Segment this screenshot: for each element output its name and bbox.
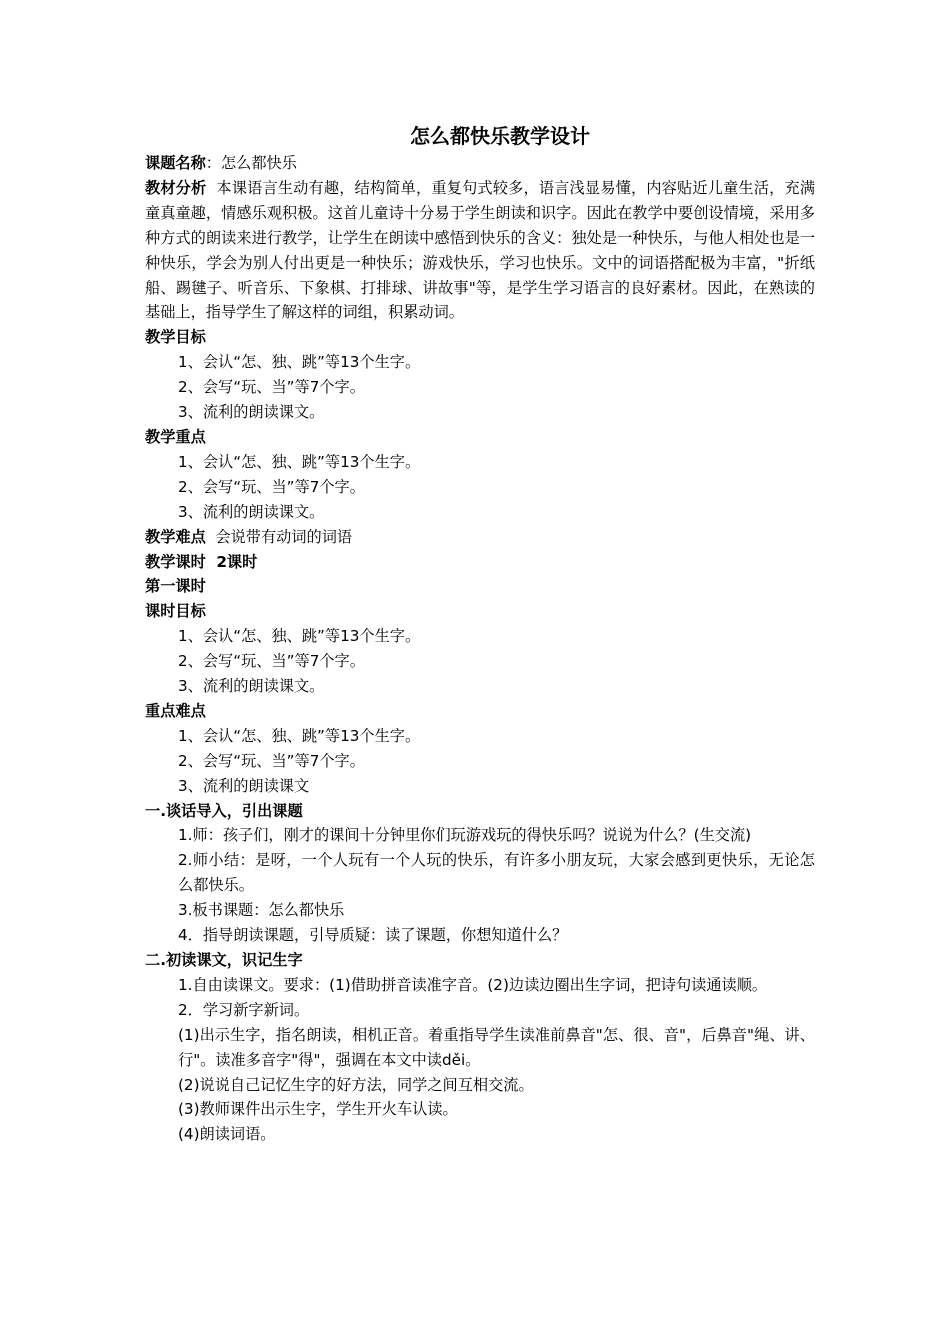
hours-value: 2课时 xyxy=(216,552,258,571)
topic-colon: ： xyxy=(205,154,221,172)
lesson-goals-heading: 课时目标 xyxy=(145,602,206,621)
goal-item: 3、流利的朗读课文。 xyxy=(178,403,325,422)
section-one-item: 2.师小结：是呀，一个人玩有一个人玩的快乐，有许多小朋友玩，大家会感到更快乐，无论怎么都快乐。 xyxy=(178,851,815,895)
topic-value: 怎么都快乐 xyxy=(220,154,297,172)
key-point-item: 2、会写“玩、当”等7个字。 xyxy=(178,477,365,496)
difficulty-line xyxy=(145,525,815,550)
difficulty-label: 教学难点 xyxy=(145,527,206,546)
section-one-item: 1.师：孩子们，刚才的课间十分钟里你们玩游戏玩的得快乐吗？说说为什么？(生交流) xyxy=(178,826,752,845)
topic-label: 课题名称 xyxy=(145,154,206,172)
goals-heading: 教学目标 xyxy=(145,328,206,347)
lesson-difficulty-item: 3、流利的朗读课文 xyxy=(178,776,310,795)
lesson-difficulty-item: 1、会认“怎、独、跳”等13个生字。 xyxy=(178,726,421,745)
goal-item: 1、会认“怎、独、跳”等13个生字。 xyxy=(178,353,421,372)
section-two-item: 1.自由读课文。要求：(1)借助拼音读准字音。(2)边读边圈出生字词，把诗句读通读顺。 xyxy=(178,975,768,994)
section-two-item: (2)说说自己记忆生字的好方法，同学之间互相交流。 xyxy=(178,1075,534,1094)
section-two-item: (4)朗读词语。 xyxy=(178,1125,276,1144)
section-two-item: (3)教师课件出示生字，学生开火车认读。 xyxy=(178,1100,458,1119)
lesson-difficulty-item: 2、会写“玩、当”等7个字。 xyxy=(178,751,365,770)
section-two-heading: 二.初读课文，识记生字 xyxy=(145,951,303,969)
hours-label: 教学课时 xyxy=(145,552,206,571)
topic-line xyxy=(145,151,815,176)
section-two-item: 2．学习新字新词。 xyxy=(178,1000,310,1019)
document-page xyxy=(145,118,815,1147)
analysis-paragraph xyxy=(145,176,815,325)
goal-item: 2、会写“玩、当”等7个字。 xyxy=(178,378,365,397)
key-points-heading: 教学重点 xyxy=(145,427,206,446)
section-one-item: 4．指导朗读课题，引导质疑：读了课题，你想知道什么？ xyxy=(178,926,568,945)
analysis-text: 本课语言生动有趣，结构简单，重复句式较多，语言浅显易懂，内容贴近儿童生活，充满童真童趣，情感乐观积极。这首儿童诗十分易于学生朗读和识字。因此在教学中要创设情境，采用多种方式的朗读来进行教学，让学生在朗读中感悟到快乐的含义：独处是一种快乐，与他人相处也是一种快乐，学会为别人付出更是一种快乐；游戏快乐，学习也快乐。文中的词语搭配极为丰富，"折纸船、踢毽子、听音乐、下象棋、打排球、讲故事"等，是学生学习语言的良好素材。因此，在熟读的基础上，指导学生了解这样的词组，积累动词。 xyxy=(145,178,816,322)
lesson-one-heading: 第一课时 xyxy=(145,577,206,596)
key-point-item: 1、会认“怎、独、跳”等13个生字。 xyxy=(178,452,421,471)
lesson-difficulty-heading: 重点难点 xyxy=(145,701,206,720)
lesson-goal-item: 1、会认“怎、独、跳”等13个生字。 xyxy=(178,627,421,646)
document-title: 怎么都快乐教学设计 xyxy=(410,124,590,148)
key-point-item: 3、流利的朗读课文。 xyxy=(178,502,325,521)
lesson-goal-item: 2、会写“玩、当”等7个字。 xyxy=(178,652,365,671)
section-one-item: 3.板书课题：怎么都快乐 xyxy=(178,901,345,920)
analysis-label: 教材分析 xyxy=(145,178,207,197)
section-one-heading: 一.谈话导入，引出课题 xyxy=(145,801,303,820)
lesson-goal-item: 3、流利的朗读课文。 xyxy=(178,677,325,696)
section-two-item: (1)出示生字，指名朗读，相机正音。着重指导学生读准前鼻音"怎、很、音"，后鼻音"绳、讲、行"。读准多音字"得"，强调在本文中读děi。 xyxy=(178,1025,815,1069)
difficulty-text: 会说带有动词的词语 xyxy=(215,527,353,546)
hours-line xyxy=(145,550,815,575)
